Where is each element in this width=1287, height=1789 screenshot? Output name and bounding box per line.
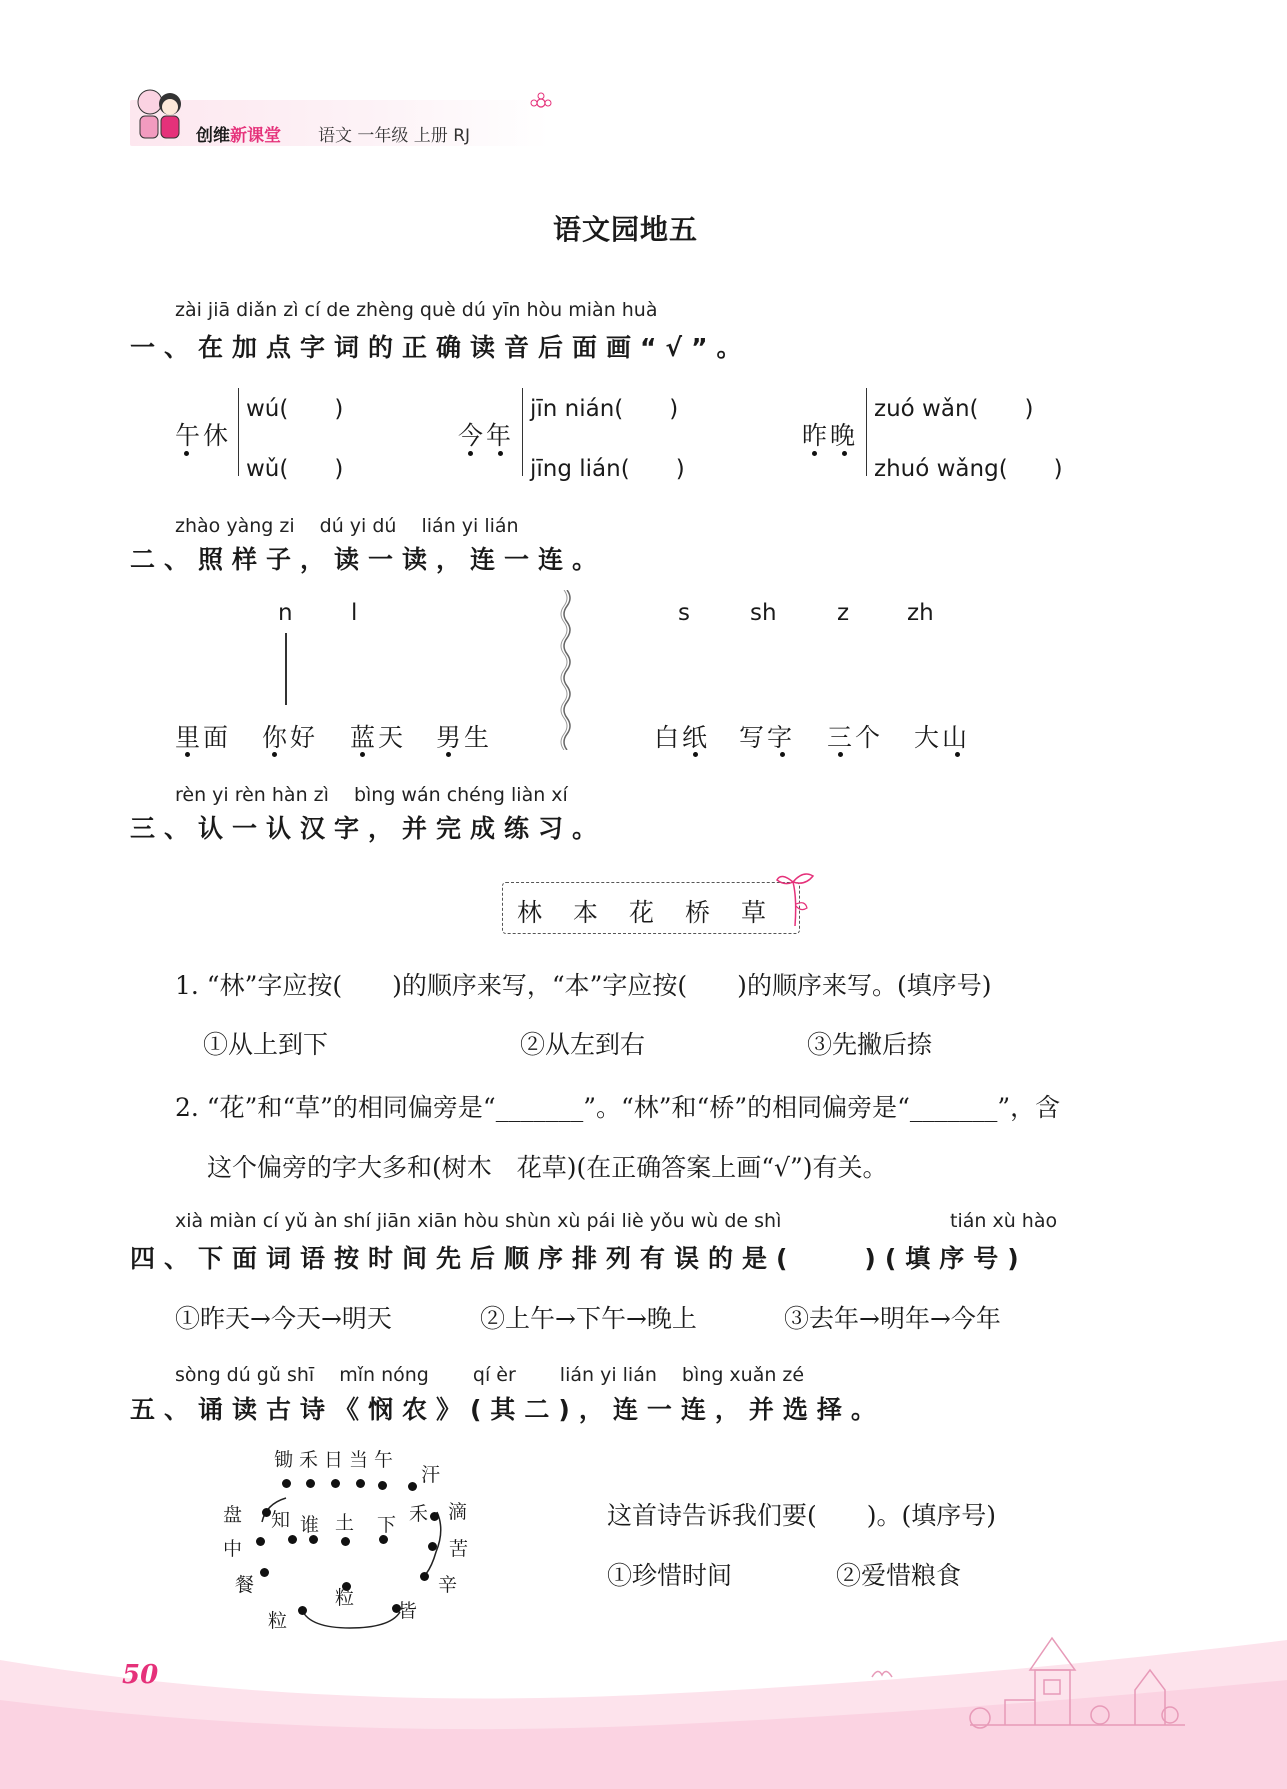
- poem-char-han: 汗: [421, 1464, 441, 1486]
- poem-dot: [306, 1479, 315, 1488]
- poem-dot: [420, 1572, 429, 1581]
- q5-pinyin: sòng dú gǔ shī mǐn nóng qí èr lián yi lián bìng xuǎn zé: [175, 1364, 805, 1386]
- poem-char-di: 滴: [448, 1501, 468, 1523]
- emphasis-dot: [842, 451, 847, 456]
- emphasis-dot: [955, 752, 960, 757]
- page-title: 语文园地五: [553, 213, 699, 246]
- q3-sub1-option-1: ①从上到下: [203, 1030, 329, 1059]
- q1-heading: 一、在加点字词的正确读音后面画“√”。: [130, 333, 751, 362]
- q5-option-2: ②爱惜粮食: [836, 1561, 962, 1590]
- cartoon-kids-icon: [128, 80, 188, 150]
- poem-char-tu: 土: [335, 1512, 355, 1534]
- poem-char-pan: 盘: [223, 1504, 243, 1526]
- q2-left-word-1: 里面: [175, 723, 232, 752]
- castle-illustration-icon: [960, 1620, 1190, 1730]
- poem-char-li-bottom: 粒: [268, 1610, 288, 1632]
- example-connect-line: [285, 633, 287, 705]
- brace: [522, 388, 523, 476]
- poem-char-can: 餐: [235, 1574, 255, 1596]
- q2-left-initial-n: n: [278, 600, 293, 626]
- header-brand: 创维新课堂: [196, 126, 281, 146]
- poem-char-xia: 下: [377, 1514, 397, 1536]
- poem-dot: [260, 1568, 269, 1577]
- emphasis-dot: [272, 752, 277, 757]
- poem-char-zhi: 知: [271, 1509, 291, 1531]
- q2-right-initial-sh: sh: [750, 600, 777, 626]
- q2-right-word-1: 白纸: [654, 723, 711, 752]
- emphasis-dot: [185, 752, 190, 757]
- q4-pinyin: xià miàn cí yǔ àn shí jiān xiān hòu shùn xù pái liè yǒu wù de shì: [175, 1210, 782, 1232]
- q3-sub2-line1: 2. “花”和“草”的相同偏旁是“_______”。“林”和“桥”的相同偏旁是“_______”，含: [175, 1093, 1061, 1122]
- character-box-chars: 林 本 花 桥 草: [517, 898, 770, 927]
- poem-top-line: 锄禾日当午: [274, 1449, 400, 1471]
- sprout-icon: [775, 868, 817, 928]
- q2-right-word-3: 三个: [827, 723, 884, 752]
- header-subject: 语文 一年级 上册 RJ: [318, 126, 471, 146]
- q2-right-initial-z: z: [837, 600, 850, 626]
- poem-dot: [356, 1479, 365, 1488]
- poem-dot: [430, 1512, 439, 1521]
- q1-word-1: 午休: [175, 421, 232, 450]
- emphasis-dot: [693, 752, 698, 757]
- page-number: 50: [122, 1660, 159, 1690]
- q3-pinyin: rèn yi rèn hàn zì bìng wán chéng liàn xí: [175, 784, 568, 806]
- q1-word-2: 今年: [458, 421, 515, 450]
- poem-char-jie: 皆: [398, 1600, 418, 1622]
- emphasis-dot: [780, 752, 785, 757]
- poem-dot: [331, 1479, 340, 1488]
- q2-left-word-2: 你好: [262, 723, 319, 752]
- q3-sub1-option-2: ②从左到右: [520, 1030, 646, 1059]
- q2-left-word-4: 男生: [436, 723, 493, 752]
- q4-option-3: ③去年→明年→今年: [784, 1304, 1001, 1333]
- q1-word-2-option-2: jīng lián( ): [530, 456, 685, 482]
- emphasis-dot: [498, 451, 503, 456]
- q3-sub1-option-3: ③先撇后捺: [807, 1030, 933, 1059]
- q3-sub1: 1. “林”字应按( )的顺序来写，“本”字应按( )的顺序来写。(填序号): [175, 971, 992, 1000]
- poem-dot: [408, 1482, 417, 1491]
- q2-left-word-3: 蓝天: [350, 723, 407, 752]
- q4-option-2: ②上午→下午→晚上: [480, 1304, 697, 1333]
- q2-heading: 二、照样子，读一读，连一连。: [130, 545, 607, 574]
- poem-dot: [262, 1508, 271, 1517]
- poem-char-zhong: 中: [223, 1538, 243, 1560]
- q4-heading: 四、下面词语按时间先后顺序排列有误的是( )(填序号): [130, 1244, 1028, 1273]
- poem-char-ku: 苦: [449, 1538, 469, 1560]
- q2-pinyin: zhào yàng zi dú yi dú lián yi lián: [175, 515, 519, 537]
- q3-heading: 三、认一认汉字，并完成练习。: [130, 814, 607, 843]
- q1-word-3: 昨晚: [802, 421, 859, 450]
- poem-char-li-top: 粒: [335, 1587, 355, 1609]
- q1-pinyin: zài jiā diǎn zì cí de zhèng què dú yīn hòu miàn huà: [175, 299, 658, 321]
- brace: [866, 388, 867, 476]
- brace: [238, 388, 239, 476]
- poem-char-he: 禾: [409, 1503, 429, 1525]
- emphasis-dot: [838, 752, 843, 757]
- poem-dot: [378, 1481, 387, 1490]
- q2-right-initial-zh: zh: [907, 600, 934, 626]
- poem-dot: [428, 1542, 437, 1551]
- poem-dot: [282, 1479, 291, 1488]
- emphasis-dot: [812, 451, 817, 456]
- q2-left-initial-l: l: [351, 600, 358, 626]
- poem-char-xin: 辛: [438, 1574, 458, 1596]
- q1-word-3-option-1: zuó wǎn( ): [874, 396, 1034, 422]
- q4-pinyin-right: tián xù hào: [950, 1210, 1058, 1232]
- flower-decoration-icon: [530, 92, 552, 114]
- emphasis-dot: [468, 451, 473, 456]
- bird-decoration-icon: [870, 1665, 894, 1685]
- q5-question: 这首诗告诉我们要( )。(填序号): [607, 1501, 997, 1530]
- q1-word-2-option-1: jīn nián( ): [530, 396, 679, 422]
- q2-right-word-4: 大山: [914, 723, 971, 752]
- poem-dot: [288, 1535, 297, 1544]
- q2-right-initial-s: s: [678, 600, 690, 626]
- q4-option-1: ①昨天→今天→明天: [175, 1304, 392, 1333]
- emphasis-dot: [360, 752, 365, 757]
- poem-dot: [341, 1537, 350, 1546]
- q1-word-1-option-2: wǔ( ): [246, 456, 344, 482]
- poem-dot: [256, 1537, 265, 1546]
- q1-word-1-option-1: wú( ): [246, 396, 344, 422]
- q2-right-word-2: 写字: [739, 723, 796, 752]
- emphasis-dot: [184, 451, 189, 456]
- q5-heading: 五、诵读古诗《悯农》(其二)，连一连，并选择。: [130, 1395, 885, 1424]
- q5-option-1: ①珍惜时间: [607, 1561, 733, 1590]
- emphasis-dot: [446, 752, 451, 757]
- poem-char-shui: 谁: [300, 1514, 320, 1536]
- q1-word-3-option-2: zhuó wǎng( ): [874, 456, 1063, 482]
- wavy-divider: [556, 590, 578, 750]
- q3-sub2-line2: 这个偏旁的字大多和(树木 花草)(在正确答案上画“√”)有关。: [207, 1153, 888, 1182]
